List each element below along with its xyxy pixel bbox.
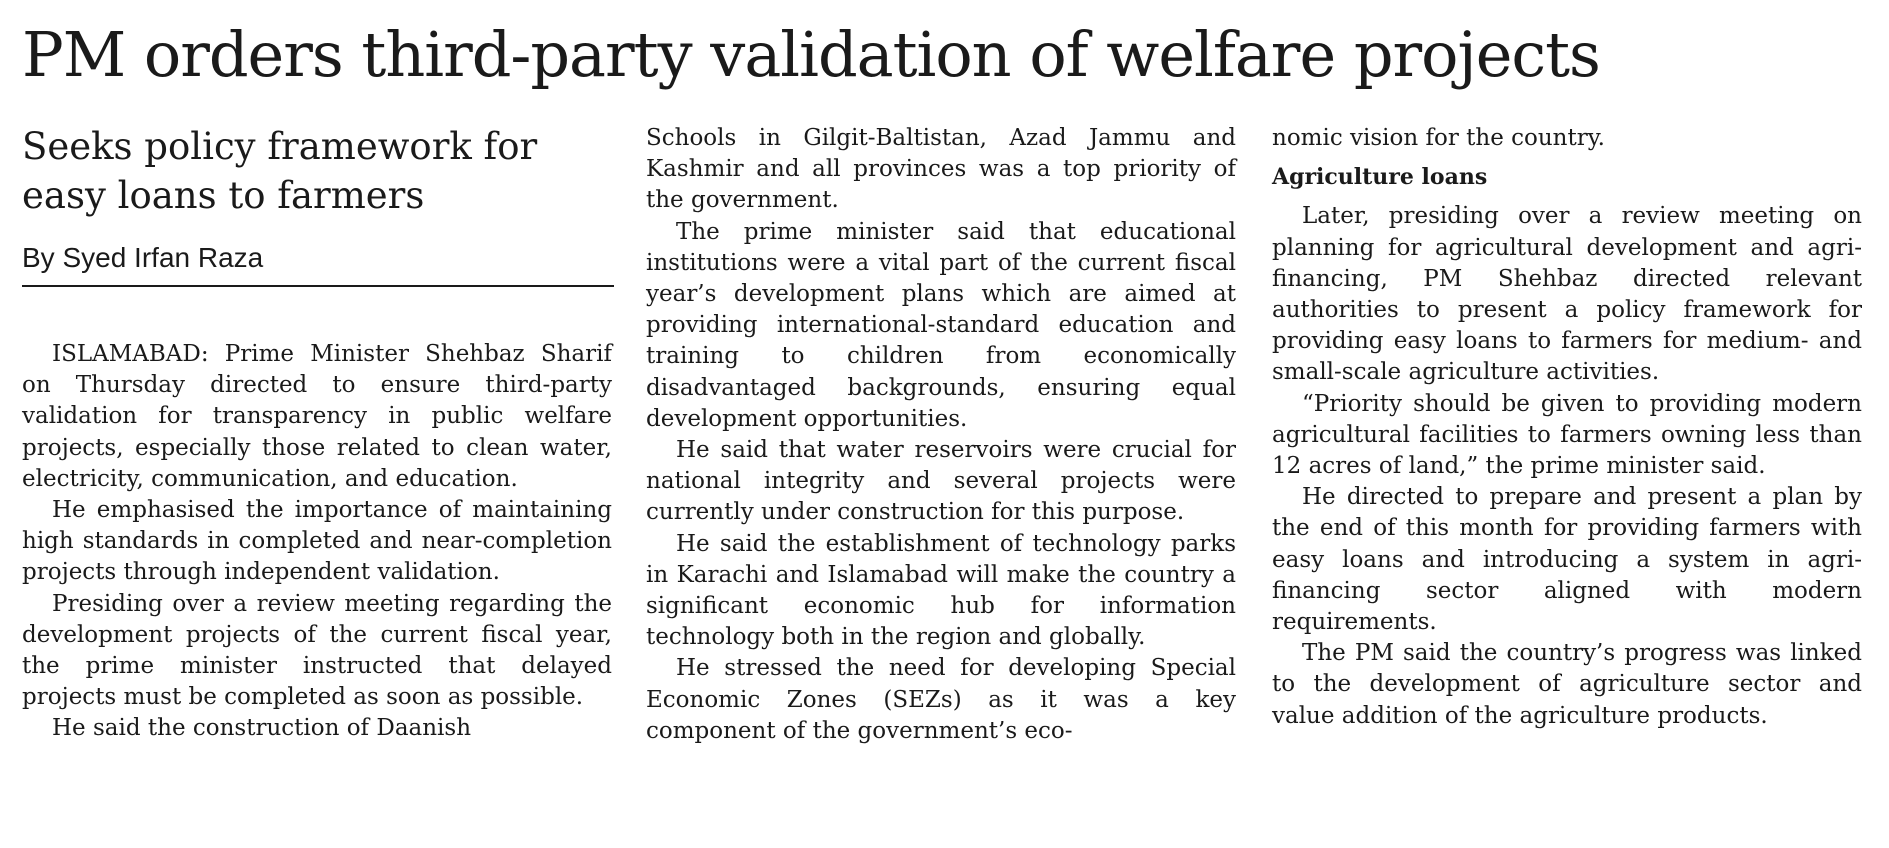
paragraph: Presiding over a review meeting regarding the development projects of the current fiscal year, the prime minister instructed that delayed projects must be completed as soon as possible. — [22, 590, 612, 711]
article-column-2 — [646, 123, 1236, 747]
paragraph-continuation: nomic vision for the country. — [1272, 125, 1605, 151]
paragraph: He emphasised the importance of maintaining high standards in completed and near-completion projects through independent validation. — [22, 497, 612, 586]
byline-rule — [22, 285, 614, 287]
section-heading: Agriculture loans — [1272, 164, 1488, 191]
paragraph: “Priority should be given to providing modern agricultural facilities to farmers owning less than 12 acres of land,” the prime minister said. — [1272, 390, 1862, 480]
paragraph: ISLAMABAD: Prime Minister Shehbaz Sharif on Thursday directed to ensure third-party validation for transparency in public welfare projects, especially those related to clean water, electricity, communication, and education. — [22, 341, 612, 492]
headline: PM orders third-party validation of welfare projects — [22, 18, 1600, 91]
article-column-3 — [1272, 123, 1862, 732]
paragraph: Later, presiding over a review meeting on planning for agricultural development and agri-financing, PM Shehbaz directed relevant authorities to present a policy framework for providing easy loans to farmers for medium- and small-scale agriculture activities. — [1272, 203, 1862, 386]
subheadline-line: easy loans to farmers — [22, 174, 425, 217]
subheadline-line: Seeks policy framework for — [22, 125, 538, 168]
paragraph: He said that water reservoirs were crucial for national integrity and several projects were currently under construction for this purpose. — [646, 437, 1236, 526]
paragraph: The PM said the country’s progress was linked to the development of agriculture sector and value addition of the agriculture products. — [1272, 640, 1862, 729]
paragraph: He directed to prepare and present a plan by the end of this month for providing farmers with easy loans and introducing a system in agri-financing sector aligned with modern requirements. — [1272, 484, 1862, 636]
paragraph: He said the construction of Daanish — [52, 715, 472, 742]
paragraph: He said the establishment of technology parks in Karachi and Islamabad will make the country a significant economic hub for information technology both in the region and globally. — [646, 530, 1236, 651]
byline: By Syed Irfan Raza — [22, 242, 264, 273]
subheadline — [22, 122, 622, 220]
paragraph-continuation: Schools in Gilgit-Baltistan, Azad Jammu and Kashmir and all provinces was a top priority of the government. — [646, 125, 1236, 214]
paragraph: The prime minister said that educational institutions were a vital part of the current fiscal year’s development plans which are aimed at providing international-standard education and training to children from economically disadvantaged backgrounds, ensuring equal development opportunities. — [646, 218, 1236, 432]
paragraph: He stressed the need for developing Special Economic Zones (SEZs) as it was a key component of the government’s eco- — [646, 655, 1236, 744]
article-column-1 — [22, 339, 612, 745]
